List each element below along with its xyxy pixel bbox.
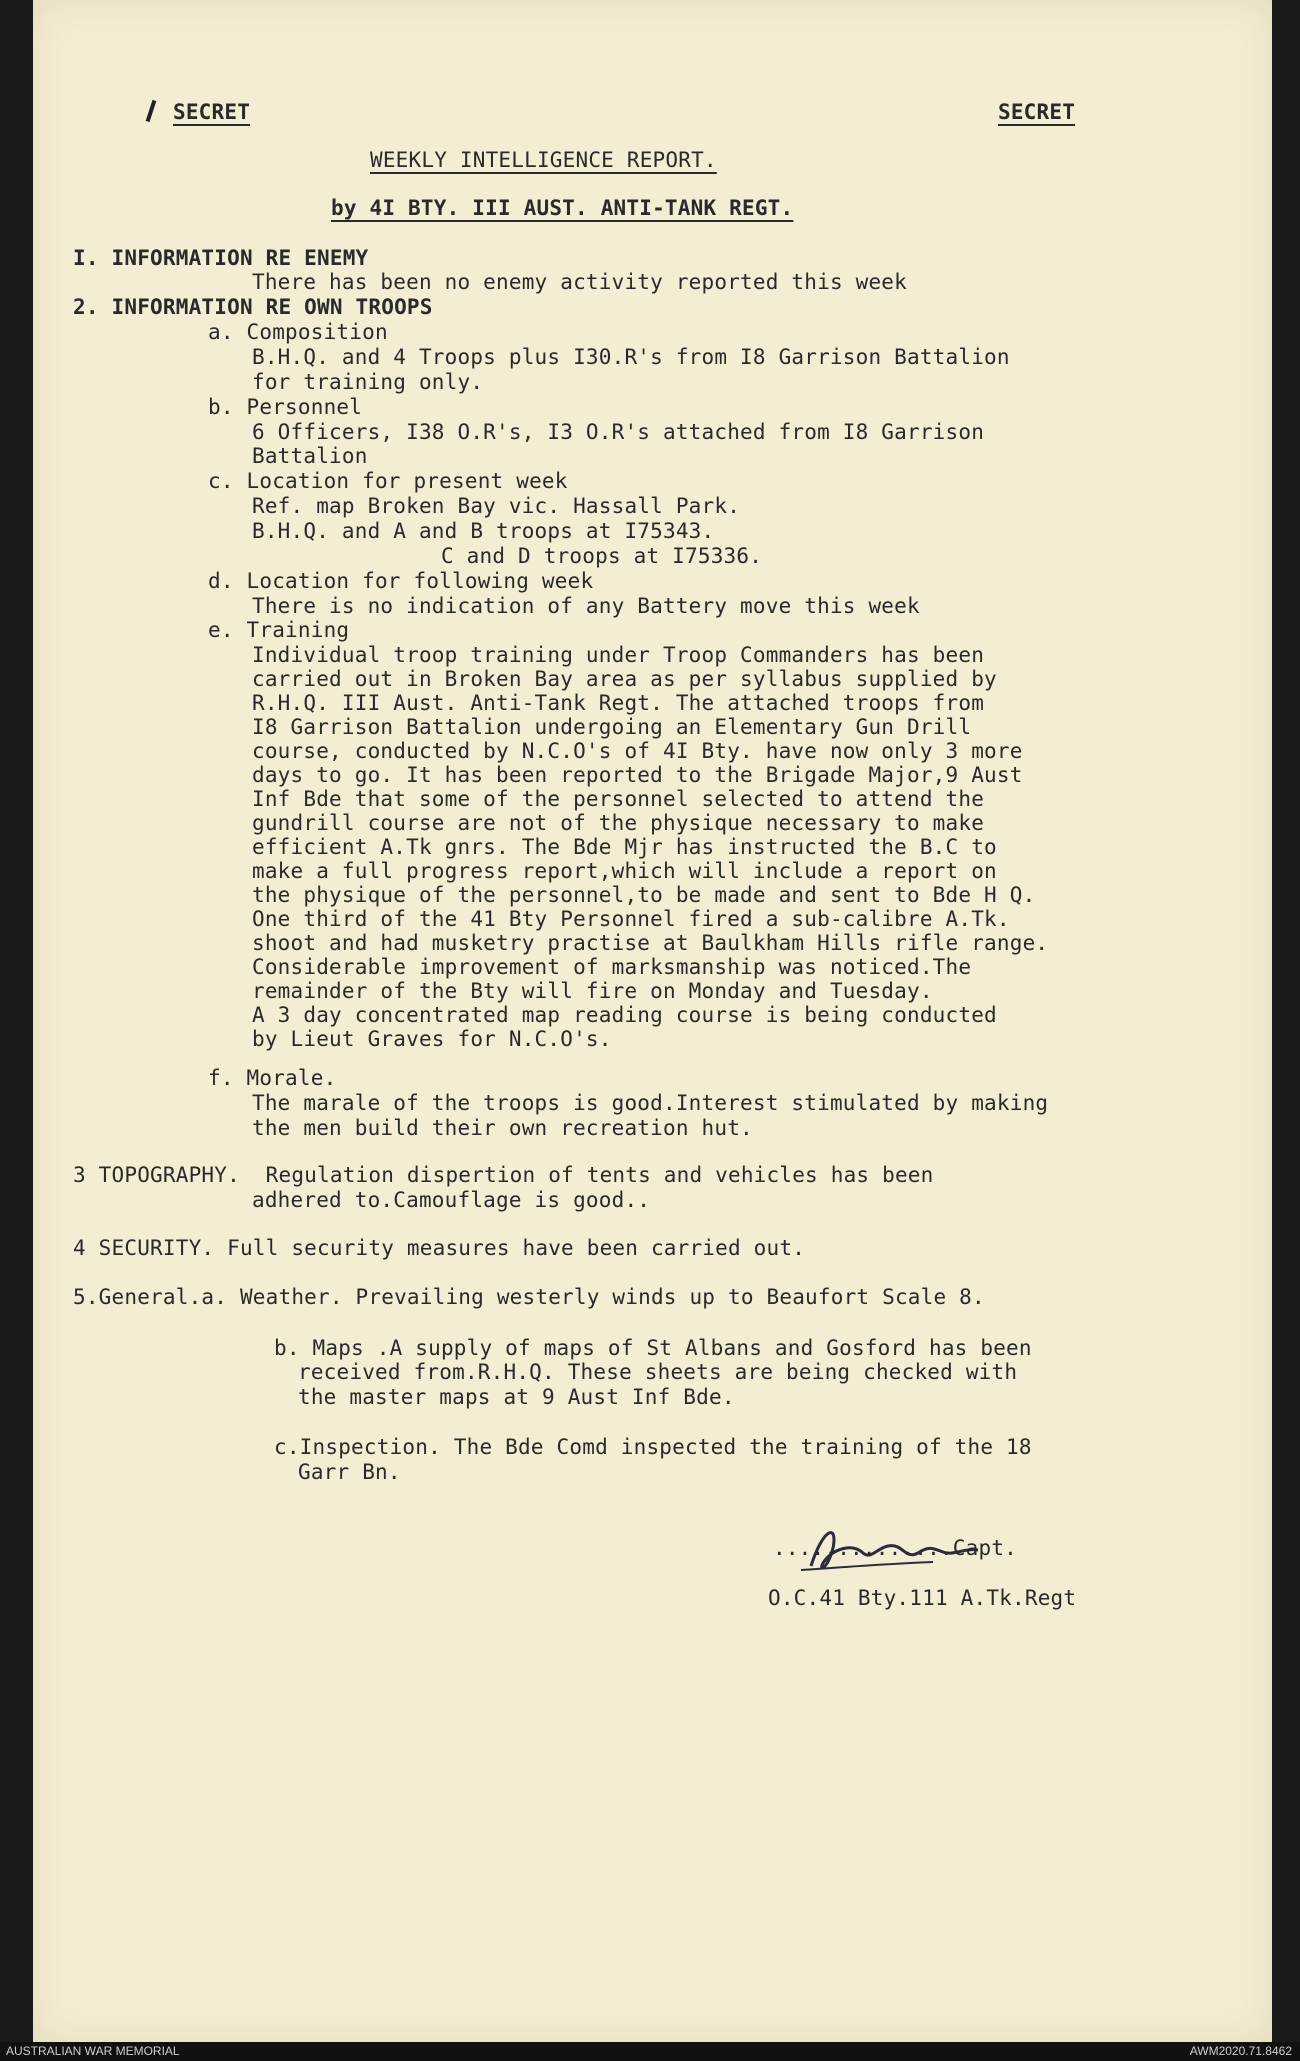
paragraph-line: Inf Bde that some of the personnel selected to attend the <box>252 787 985 811</box>
paragraph-line: Individual troop training under Troop Commanders has been <box>252 643 985 667</box>
signature-line: ..............Capt. <box>773 1536 1018 1560</box>
subsection-f-heading: f. Morale. <box>208 1066 337 1090</box>
training-paragraph <box>252 643 1048 1051</box>
section-4-text: 4 SECURITY. Full security measures have been carried out. <box>73 1236 806 1260</box>
section-3-text: 3 TOPOGRAPHY. Regulation dispertion of tents and vehicles has been <box>73 1163 934 1187</box>
subsection-e-heading: e. Training <box>208 618 350 642</box>
section-5-text: 5.General.a. Weather. Prevailing westerly winds up to Beaufort Scale 8. <box>73 1285 985 1309</box>
paragraph-line: carried out in Broken Bay area as per syllabus supplied by <box>252 667 997 691</box>
paragraph-line: gundrill course are not of the physique necessary to make <box>252 811 985 835</box>
subsection-c-text: Ref. map Broken Bay vic. Hassall Park. <box>252 494 741 518</box>
ink-mark <box>146 100 157 122</box>
inspection-text: c.Inspection. The Bde Comd inspected the training of the 18 <box>274 1435 1032 1459</box>
report-title: WEEKLY INTELLIGENCE REPORT. <box>370 148 717 172</box>
maps-text: received from.R.H.Q. These sheets are being checked with <box>298 1360 1018 1384</box>
inspection-text: Garr Bn. <box>298 1460 401 1484</box>
subsection-b-text: Battalion <box>252 444 368 468</box>
subsection-a-heading: a. Composition <box>208 320 388 344</box>
paragraph-line: A 3 day concentrated map reading course is being conducted <box>252 1003 997 1027</box>
subsection-f-text: the men build their own recreation hut. <box>252 1116 753 1140</box>
paragraph-line: One third of the 41 Bty Personnel fired a sub-calibre A.Tk. <box>252 907 1010 931</box>
paragraph-line: course, conducted by N.C.O's of 4I Bty. have now only 3 more <box>252 739 1023 763</box>
archive-reference: AWM2020.71.8462 <box>1189 2044 1292 2058</box>
archive-footer <box>0 2042 1300 2061</box>
section-3-text: adhered to.Camouflage is good.. <box>252 1188 651 1212</box>
subsection-a-text: B.H.Q. and 4 Troops plus I30.R's from I8 Garrison Battalion <box>252 345 1010 369</box>
paragraph-line: I8 Garrison Battalion undergoing an Elementary Gun Drill <box>252 715 972 739</box>
subsection-f-text: The marale of the troops is good.Interest stimulated by making <box>252 1091 1049 1115</box>
subsection-c-heading: c. Location for present week <box>208 469 568 493</box>
paragraph-line: make a full progress report,which will include a report on <box>252 859 997 883</box>
paragraph-line: efficient A.Tk gnrs. The Bde Mjr has instructed the B.C to <box>252 835 997 859</box>
signatory-title: O.C.41 Bty.111 A.Tk.Regt <box>768 1586 1077 1610</box>
subsection-c-text: C and D troops at I75336. <box>441 544 763 568</box>
report-subtitle: by 4I BTY. III AUST. ANTI-TANK REGT. <box>331 196 794 220</box>
subsection-d-heading: d. Location for following week <box>208 569 594 593</box>
paragraph-line: days to go. It has been reported to the Brigade Major,9 Aust <box>252 763 1023 787</box>
section-1-text: There has been no enemy activity reported this week <box>252 270 907 294</box>
secret-marking-left: SECRET <box>173 100 251 124</box>
paragraph-line: remainder of the Bty will fire on Monday and Tuesday. <box>252 979 933 1003</box>
subsection-b-text: 6 Officers, I38 O.R's, I3 O.R's attached from I8 Garrison <box>252 420 985 444</box>
maps-text: the master maps at 9 Aust Inf Bde. <box>298 1385 735 1409</box>
section-1-heading: I. INFORMATION RE ENEMY <box>73 246 369 270</box>
paragraph-line: by Lieut Graves for N.C.O's. <box>252 1027 612 1051</box>
subsection-d-text: There is no indication of any Battery move this week <box>252 594 920 618</box>
paragraph-line: R.H.Q. III Aust. Anti-Tank Regt. The attached troops from <box>252 691 985 715</box>
paragraph-line: Considerable improvement of marksmanship was noticed.The <box>252 955 972 979</box>
paragraph-line: shoot and had musketry practise at Baulkham Hills rifle range. <box>252 931 1049 955</box>
subsection-a-text: for training only. <box>252 370 484 394</box>
paragraph-line: the physique of the personnel,to be made and sent to Bde H Q. <box>252 883 1036 907</box>
subsection-c-text: B.H.Q. and A and B troops at I75343. <box>252 519 715 543</box>
archive-name: AUSTRALIAN WAR MEMORIAL <box>6 2044 180 2058</box>
secret-marking-right: SECRET <box>998 100 1076 124</box>
subsection-b-heading: b. Personnel <box>208 395 363 419</box>
document-page <box>33 0 1272 2042</box>
section-2-heading: 2. INFORMATION RE OWN TROOPS <box>73 295 433 319</box>
maps-text: b. Maps .A supply of maps of St Albans and Gosford has been <box>274 1336 1032 1360</box>
